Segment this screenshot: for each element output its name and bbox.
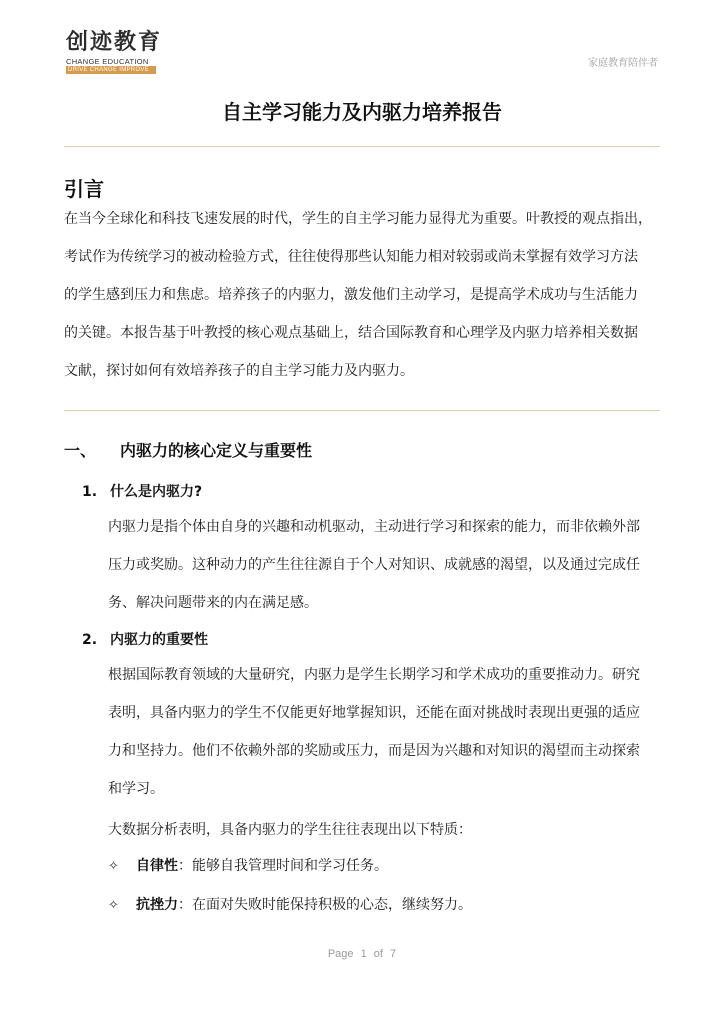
intro-line: 的关键。本报告基于叶教授的核心观点基础上，结合国际教育和心理学及内驱力培养相关数据 (64, 325, 638, 341)
subsection-2-line: 力和坚持力。他们不依赖外部的奖励或压力，而是因为兴趣和对知识的渴望而主动探索 (108, 743, 640, 759)
data-analysis-intro: 大数据分析表明，具备内驱力的学生往往表现出以下特质： (108, 822, 472, 838)
intro-line: 在当今全球化和科技飞速发展的时代，学生的自主学习能力显得尤为重要。叶教授的观点指出， (64, 211, 652, 227)
brand-logo (66, 30, 163, 74)
logo-tagline: DRIVE CHANGE IMPROVE (66, 66, 156, 74)
logo-english-name: CHANGE EDUCATION (66, 57, 149, 66)
subsection-1-title: 什么是内驱力? (110, 484, 203, 500)
subsection-1-line: 务、解决问题带来的内在满足感。 (108, 595, 318, 611)
subsection-2-line: 根据国际教育领域的大量研究，内驱力是学生长期学习和学术成功的重要推动力。研究 (108, 667, 640, 683)
subsection-2-title: 内驱力的重要性 (110, 632, 208, 648)
header-slogan: 家庭教育陪伴者 (588, 58, 658, 69)
sparkle-bullet-icon: ✧ (108, 898, 119, 913)
trait-label: 自律性 (136, 858, 178, 874)
subsection-1-number: 1. (82, 484, 98, 500)
of-word: of (373, 948, 383, 960)
trait-list-item (108, 855, 388, 878)
page-header (0, 0, 724, 90)
title-divider (64, 146, 660, 147)
page-footer (0, 948, 724, 960)
intro-divider (64, 410, 660, 411)
total-pages: 7 (390, 948, 397, 960)
subsection-2-line: 表明，具备内驱力的学生不仅能更好地掌握知识，还能在面对挑战时表现出更强的适应 (108, 705, 640, 721)
intro-paragraph (64, 205, 664, 385)
trait-label: 抗挫力 (136, 897, 178, 913)
subsection-1-paragraph (108, 513, 668, 617)
section-1-number: 一、 (64, 441, 97, 460)
intro-line: 的学生感到压力和焦虑。培养孩子的内驱力，激发他们主动学习，是提高学术成功与生活能力 (64, 287, 638, 303)
trait-description: ：能够自我管理时间和学习任务。 (178, 858, 388, 874)
trait-list-item (108, 894, 472, 917)
subsection-1-line: 压力或奖励。这种动力的产生往往源自于个人对知识、成就感的渴望，以及通过完成任 (108, 557, 640, 573)
subsection-1-heading (82, 481, 202, 501)
intro-line: 文献，探讨如何有效培养孩子的自主学习能力及内驱力。 (64, 363, 414, 379)
intro-line: 考试作为传统学习的被动检验方式，往往使得那些认知能力相对较弱或尚未掌握有效学习方法 (64, 249, 638, 265)
subsection-2-number: 2. (82, 632, 98, 648)
page-word: Page (327, 948, 354, 960)
subsection-1-line: 内驱力是指个体由自身的兴趣和动机驱动，主动进行学习和探索的能力，而非依赖外部 (108, 519, 640, 535)
sparkle-bullet-icon: ✧ (108, 859, 119, 874)
section-1-title: 内驱力的核心定义与重要性 (120, 441, 313, 460)
intro-heading: 引言 (64, 177, 104, 201)
section-1-heading (64, 438, 312, 461)
subsection-2-heading (82, 629, 208, 649)
subsection-2-line: 和学习。 (108, 781, 164, 797)
current-page-number: 1 (360, 948, 367, 960)
document-title: 自主学习能力及内驱力培养报告 (222, 100, 502, 124)
subsection-2-paragraph (108, 661, 668, 803)
trait-description: ：在面对失败时能保持积极的心态，继续努力。 (178, 897, 472, 913)
logo-chinese-name: 创迹教育 (66, 30, 163, 55)
